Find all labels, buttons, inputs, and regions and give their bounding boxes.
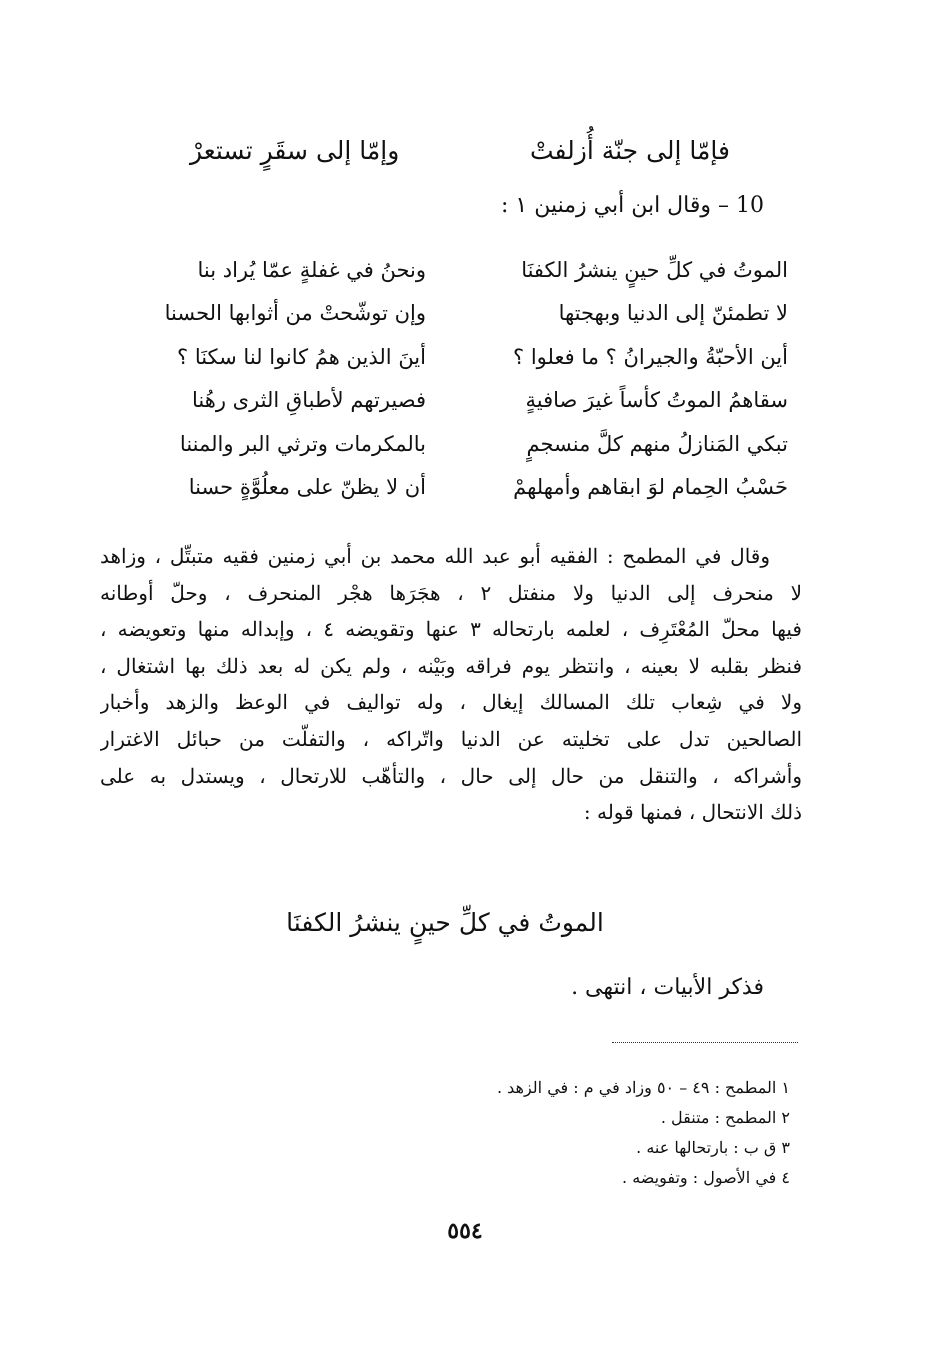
- footnote: ٤ في الأصول : وتفويضه .: [622, 1168, 790, 1187]
- poem-line: [100, 292, 788, 336]
- footnote: ٢ المطمح : متنقل .: [660, 1108, 790, 1127]
- prose-paragraph: [100, 538, 802, 831]
- poem-line: [100, 335, 788, 379]
- footnote-separator: [612, 1042, 798, 1043]
- paragraph-line: لا منحرف إلى الدنيا ولا منفتل ٢ ، هجَرَها هجْر المنحرف ، وحلّ أوطانه: [100, 580, 802, 605]
- poem-line: [100, 379, 788, 423]
- poem-heading: 10 – وقال ابن أبي زمنين ١ :: [500, 193, 764, 218]
- paragraph-line: الصالحين تدل على تخليته عن الدنيا واتّراكه ، والتفلّت من حبائل الاغترار: [100, 726, 802, 751]
- poem-hemistich-first: سقاهمُ الموتُ كأساً غيرَ صافيةٍ: [525, 388, 788, 413]
- footnote: ١ المطمح : ٤٩ – ٥٠ وزاد في م : في الزهد .: [496, 1078, 790, 1097]
- poem-hemistich-first: تبكي المَنازلُ منهم كلَّ منسجمٍ: [526, 431, 788, 456]
- poem-hemistich-second: بالمكرمات وترثي البر والمننا: [179, 431, 426, 456]
- closing-line: فذكر الأبيات ، انتهى .: [571, 975, 764, 1000]
- poem-line: [100, 422, 788, 466]
- paragraph-line: فيها محلّ المُعْتَرِف ، لعلمه بارتحاله ٣ عنها وتقويضه ٤ ، وإبداله منها وتعويضه ،: [100, 617, 802, 642]
- quoted-verse: الموتُ في كلِّ حينٍ ينشرُ الكفنَا: [286, 908, 604, 937]
- poem-block: [100, 248, 788, 509]
- poem-hemistich-second: أن لا يظنّ على معلُوَّةٍ حسنا: [188, 475, 426, 500]
- paragraph-line: ولا في شِعاب تلك المسالك إيغال ، وله تواليف في الوعظ والزهد وأخبار: [100, 690, 802, 715]
- poem-line: [100, 466, 788, 510]
- poem-hemistich-second: ونحنُ في غفلةٍ عمّا يُراد بنا: [197, 257, 426, 282]
- paragraph-line: فنظر بقلبه لا بعينه ، وانتظر يوم فراقه وبَيْنه ، ولم يكن له بعد ذلك بها اشتغال ،: [100, 653, 802, 678]
- paragraph-line: وأشراكه ، والتنقل من حال إلى حال ، والتأهّب للارتحال ، ويستدل به على: [100, 763, 802, 788]
- poem-hemistich-second: فصيرتهم لأطباقِ الثرى رهُنا: [192, 388, 426, 413]
- poem-hemistich-first: لا تطمئنّ إلى الدنيا وبهجتها: [558, 301, 788, 326]
- paragraph-line: وقال في المطمح : الفقيه أبو عبد الله محمد بن أبي زمنين فقيه متبتِّل ، وزاهد: [100, 544, 770, 568]
- poem-hemistich-second: أينَ الذين همُ كانوا لنا سكنَا ؟: [177, 344, 426, 369]
- poem-hemistich-first: أين الأحبّةُ والجيرانُ ؟ ما فعلوا ؟: [513, 344, 788, 369]
- verse-second-hemistich: وإمّا إلى سقَرٍ تستعرْ: [190, 135, 400, 165]
- verse-first-hemistich: فإمّا إلى جنّة أُزلفتْ: [529, 135, 730, 165]
- footnote: ٣ ق ب : بارتحالها عنه .: [636, 1138, 790, 1157]
- poem-line: [100, 248, 788, 292]
- footnotes: [370, 1073, 790, 1193]
- poem-hemistich-second: وإن توشّحتْ من أثوابها الحسنا: [164, 301, 426, 326]
- opening-verse: [190, 130, 730, 170]
- page-number: ٥٥٤: [447, 1218, 483, 1244]
- poem-hemistich-first: حَسْبُ الحِمام لوَ ابقاهم وأمهلهمْ: [513, 475, 788, 500]
- paragraph-line: ذلك الانتحال ، فمنها قوله :: [583, 800, 802, 825]
- poem-hemistich-first: الموتُ في كلِّ حينٍ ينشرُ الكفنَا: [521, 257, 788, 282]
